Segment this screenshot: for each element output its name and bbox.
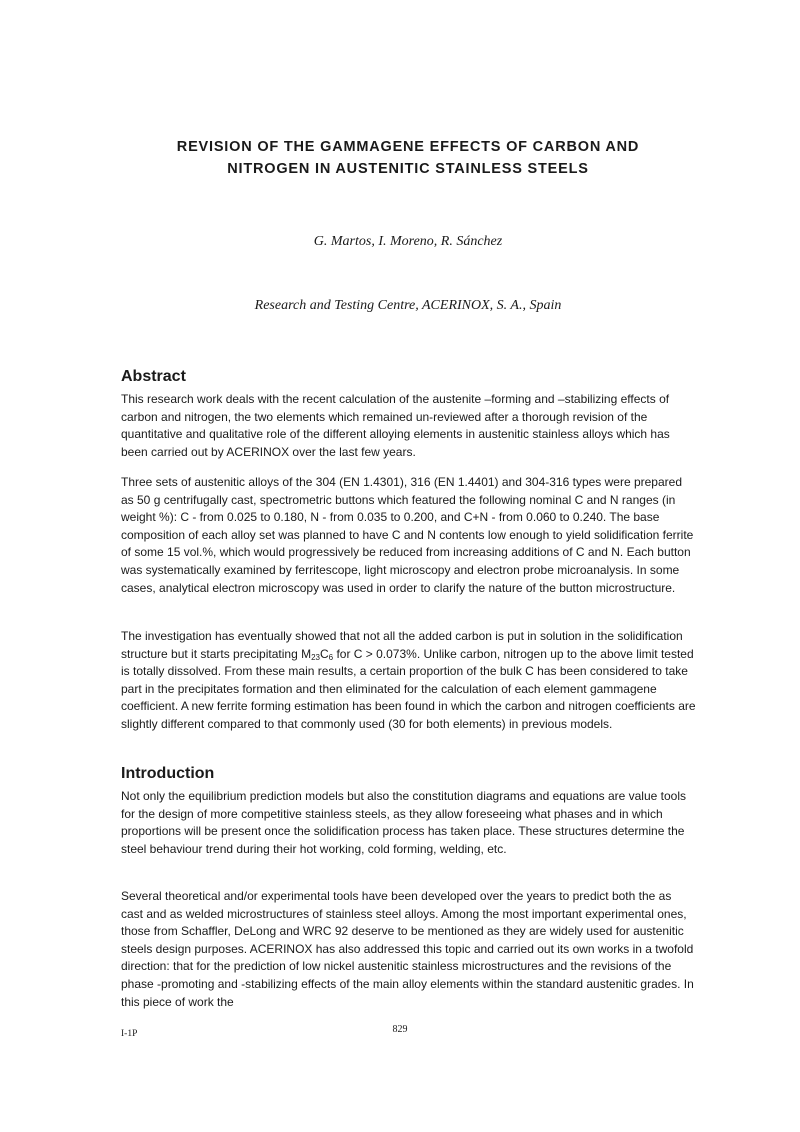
- abstract-paragraph-3-part-2: for C > 0.073%. Unlike carbon, nitrogen up to the above limit tested is totally dissolved. From these main results, a certain proportion of the bulk C has been considered to take part in the precipitates formation and then eliminated for the calculation of each element gammagene coefficient. A new ferrite forming estimation has been found in which the carbon and nitrogen coefficients are slightly different compared to that commonly used (30 for both elements) in previous models.: [121, 646, 696, 731]
- footer-code: I-1P: [121, 1029, 138, 1039]
- introduction-paragraph-2: Several theoretical and/or experimental tools have been developed over the years to predict both the as cast and as welded microstructures of stainless steel alloys. Among the most important experimental ones, those from Schaffler, DeLong and WRC 92 deserve to be mentioned as they are widely used for austenitic steels design purposes. ACERINOX has also addressed this topic and carried out its own works in a twofold direction: that for the prediction of low nickel austenitic stainless microstructures and the revisions of the phase -promoting and -stabilizing effects of the main alloy elements within the standard austenitic grades. In this piece of work the: [121, 889, 694, 1009]
- paper-title-line-1: REVISION OF THE GAMMAGENE EFFECTS OF CARBON AND: [176, 139, 640, 155]
- abstract-paragraph-1: This research work deals with the recent calculation of the austenite –forming and –stabilizing effects of carbon and nitrogen, the two elements which remained un-reviewed after a thorough revision of the quantitative and qualitative role of the different alloying elements in austenitic stainless alloys which has been carried out by ACERINOX over the last few years.: [121, 392, 670, 459]
- formula-subscript-23: 23: [311, 652, 320, 662]
- introduction-heading: Introduction: [121, 765, 215, 782]
- introduction-paragraph-1: Not only the equilibrium prediction models but also the constitution diagrams and equations are value tools for the design of more competitive stainless steels, as they allow foreseeing what phases and in which proportions will be present once the solidification process has taken place. These structures determine the steel behaviour trend during their hot working, cold forming, welding, etc.: [121, 789, 686, 856]
- abstract-paragraph-2: Three sets of austenitic alloys of the 304 (EN 1.4301), 316 (EN 1.4401) and 304-316 types were prepared as 50 g centrifugally cast, spectrometric buttons which featured the following nominal C and N ranges (in weight %): C - from 0.025 to 0.180, N - from 0.035 to 0.200, and C+N - from 0.060 to 0.240. The base composition of each alloy set was planned to have C and N contents low enough to yield solidification ferrite of some 15 vol.%, which would progressively be reduced from increasing additions of C and N. Each button was systematically examined by ferritescope, light microscopy and electron probe microanalysis. In some cases, analytical electron microscopy was used in order to clarify the nature of the button microstructure.: [121, 475, 694, 595]
- page-number: 829: [392, 1024, 408, 1035]
- paper-authors: G. Martos, I. Moreno, R. Sánchez: [313, 234, 503, 249]
- paper-title-line-2: NITROGEN IN AUSTENITIC STAINLESS STEELS: [227, 161, 589, 177]
- formula-carbon: C: [319, 646, 329, 661]
- abstract-paragraph-3-part-1: The investigation has eventually showed that not all the added carbon is put in solution in the solidification structure but it starts precipitating M: [121, 629, 683, 661]
- abstract-heading: Abstract: [121, 368, 186, 385]
- abstract-paragraph-3: [121, 628, 696, 734]
- formula-subscript-6: 6: [328, 652, 334, 662]
- paper-title: [100, 136, 716, 180]
- paper-affiliation: Research and Testing Centre, ACERINOX, S. A., Spain: [254, 298, 562, 313]
